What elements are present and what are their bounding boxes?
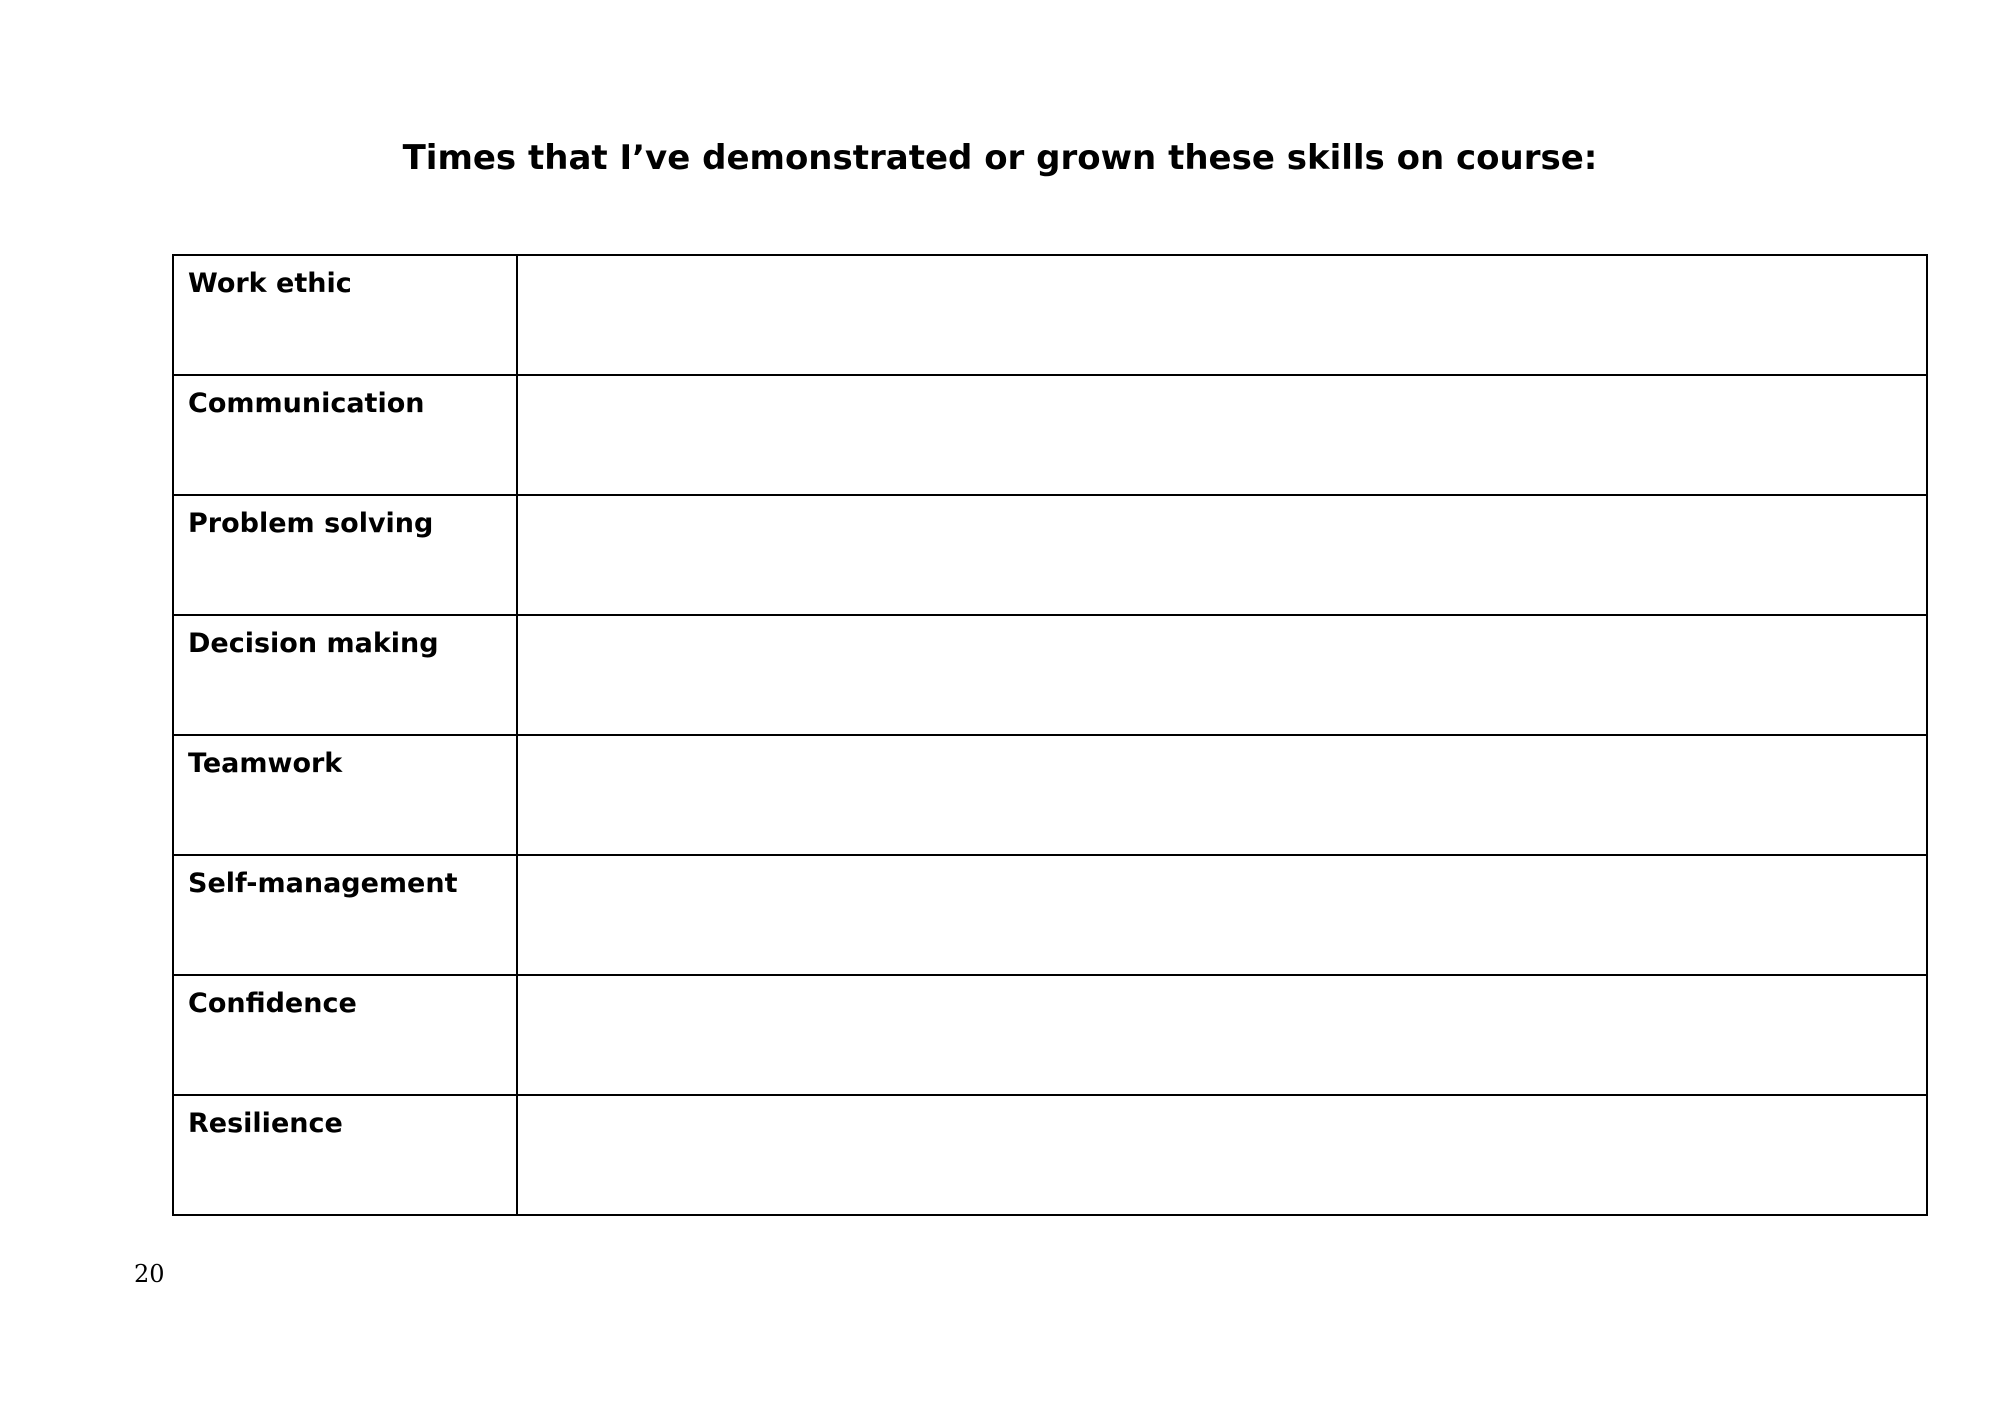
skill-label-communication: Communication (173, 375, 517, 495)
table-row (173, 375, 1927, 495)
skill-label-confidence: Confidence (173, 975, 517, 1095)
table-row (173, 1095, 1927, 1215)
table-row (173, 975, 1927, 1095)
skill-label-teamwork: Teamwork (173, 735, 517, 855)
table-row (173, 735, 1927, 855)
response-cell-confidence[interactable] (517, 975, 1927, 1095)
skills-table (172, 254, 1928, 1216)
skill-label-decision-making: Decision making (173, 615, 517, 735)
response-cell-self-management[interactable] (517, 855, 1927, 975)
response-cell-decision-making[interactable] (517, 615, 1927, 735)
skill-label-self-management: Self-management (173, 855, 517, 975)
page-title: Times that I’ve demonstrated or grown these skills on course: (402, 138, 1598, 178)
response-cell-work-ethic[interactable] (517, 255, 1927, 375)
skill-label-resilience: Resilience (173, 1095, 517, 1215)
skill-label-problem-solving: Problem solving (173, 495, 517, 615)
table-row (173, 855, 1927, 975)
response-cell-problem-solving[interactable] (517, 495, 1927, 615)
table-row (173, 615, 1927, 735)
skill-label-work-ethic: Work ethic (173, 255, 517, 375)
response-cell-communication[interactable] (517, 375, 1927, 495)
response-cell-teamwork[interactable] (517, 735, 1927, 855)
response-cell-resilience[interactable] (517, 1095, 1927, 1215)
table-row (173, 255, 1927, 375)
table-row (173, 495, 1927, 615)
page-number: 20 (134, 1260, 165, 1288)
